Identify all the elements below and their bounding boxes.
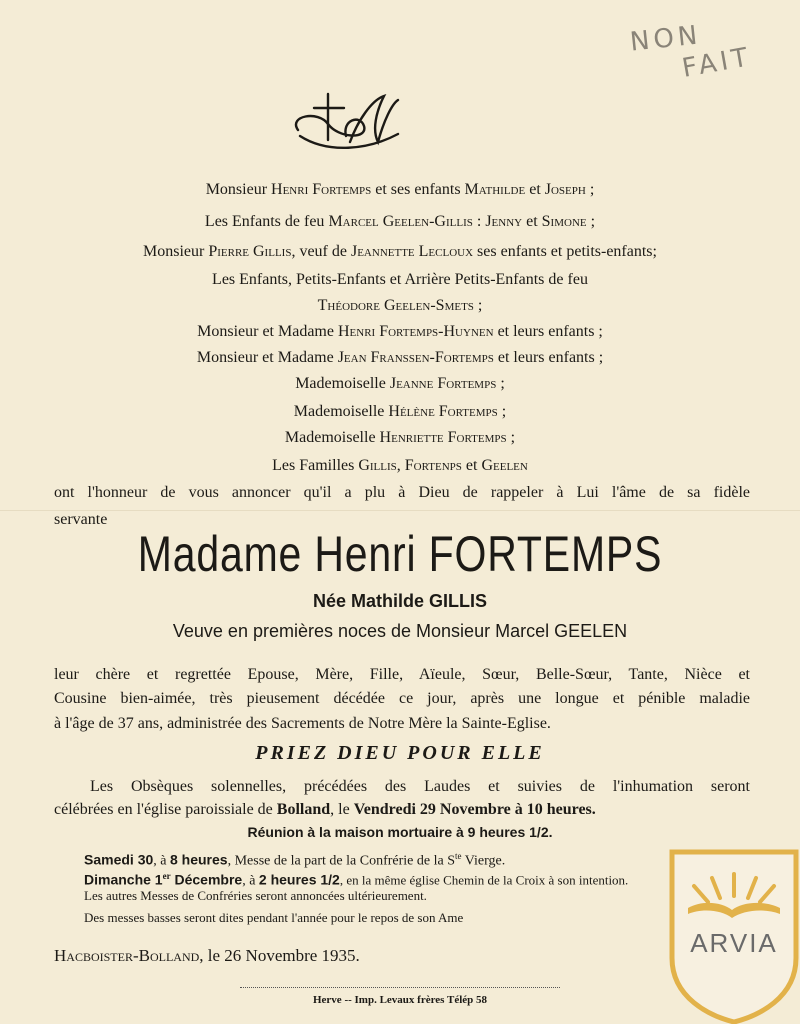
cross-monogram-icon [288,90,408,160]
svg-text:ARVIA: ARVIA [690,928,778,958]
arvia-logo-icon [668,848,800,1024]
family-line-7: Monsieur et Madame Jean Franssen-Fortemps et leurs enfants ; [196,349,604,366]
announcement-line-2: servante [54,511,108,528]
family-line-8: Mademoiselle Jeanne Fortemps ; [295,375,505,392]
family-line-4: Les Enfants, Petits-Enfants et Arrière Petits-Enfants de feu [212,271,588,288]
announcement-line-1: ont l'honneur de vous annoncer qu'il a plu à Dieu de rappeler à Lui l'âme de sa fidèle [54,484,750,501]
details-line-1: leur chère et regrettée Epouse, Mère, Fille, Aïeule, Sœur, Belle-Sœur, Tante, Nièce et [54,666,750,683]
funeral-line-1: Les Obsèques solennelles, précédées des Laudes et suivies de l'inhumation seront [90,778,750,795]
family-line-10: Mademoiselle Henriette Fortemps ; [284,429,516,446]
printer-rule [240,987,560,988]
deceased-name: Madame Henri FORTEMPS [137,526,663,582]
low-masses-line: Des messes basses seront dites pendant l'année pour le repos de son Ame [84,910,464,925]
details-line-3: à l'âge de 37 ans, administrée des Sacrements de Notre Mère la Sainte-Eglise. [54,715,551,732]
family-line-9: Mademoiselle Hélène Fortemps ; [293,403,507,420]
family-line-3: Monsieur Pierre Gillis, veuf de Jeannette Lecloux ses enfants et petits-enfants; [143,243,657,260]
family-line-11: Les Familles Gillis, Fortenps et Geelen [272,457,528,474]
family-line-2: Les Enfants de feu Marcel Geelen-Gillis : Jenny et Simone ; [204,213,596,230]
widow-line: Veuve en premières noces de Monsieur Marcel GEELEN [172,621,628,641]
prayer-heading: PRIEZ DIEU POUR ELLE [255,742,545,764]
fold-line [0,510,800,511]
place-date: Hacboister-Bolland, le 26 Novembre 1935. [54,946,360,965]
reunion-line: Réunion à la maison mortuaire à 9 heures 1/2. [247,824,553,840]
funeral-line-2: célébrées en l'église paroissiale de Bolland, le Vendredi 29 Novembre à 10 heures. [54,801,596,818]
printer-credit: Herve -- Imp. Levaux frères Télép 58 [312,994,488,1006]
sunday-line: Dimanche 1er Décembre, à 2 heures 1/2, en la même église Chemin de la Croix à son intention. [84,871,629,889]
family-line-5: Théodore Geelen-Smets ; [317,297,483,314]
maiden-name: Née Mathilde GILLIS [312,591,488,611]
family-line-1: Monsieur Henri Fortemps et ses enfants Mathilde et Joseph ; [205,181,595,198]
handwritten-annotation: NON FAIT [628,20,754,84]
other-masses-line: Les autres Messes de Confréries seront annoncées ultérieurement. [84,888,427,903]
family-line-6: Monsieur et Madame Henri Fortemps-Huynen et leurs enfants ; [197,323,603,340]
saturday-line: Samedi 30, à 8 heures, Messe de la part de la Confrérie de la $S^{te}$ Vierge. [84,851,506,869]
details-line-2: Cousine bien-aimée, très pieusement décédée ce jour, après une longue et pénible maladie [54,690,750,707]
